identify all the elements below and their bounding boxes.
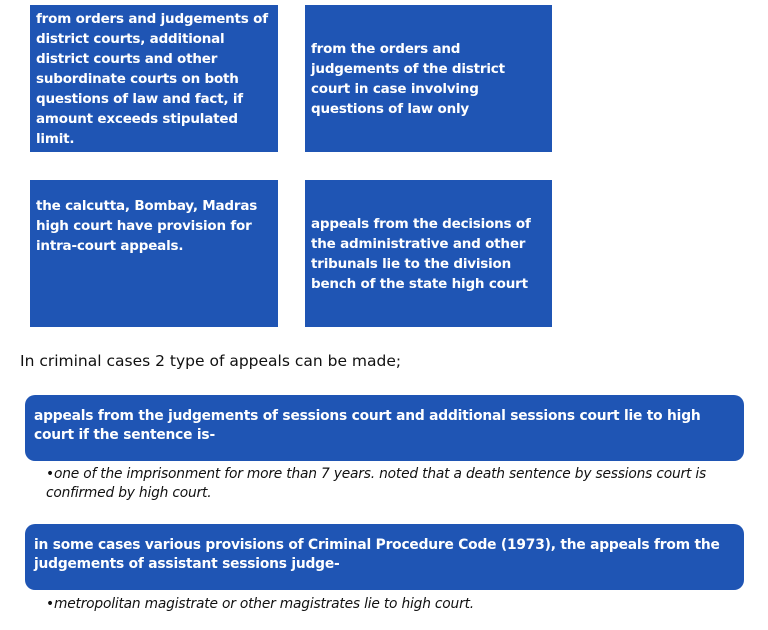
criminal-appeal-bullet-text-2: metropolitan magistrate or other magistrates lie to high court. (53, 596, 474, 612)
civil-appeal-box-2 (305, 5, 552, 152)
civil-appeal-box-1 (30, 5, 278, 152)
criminal-appeal-bullet-1 (46, 465, 726, 503)
civil-appeal-text-4: appeals from the decisions of the administrative and other tribunals lie to the division bench of the state high court (311, 215, 531, 292)
criminal-appeal-bullet-2 (46, 595, 726, 614)
criminal-appeal-bullet-text-1: one of the imprisonment for more than 7 years. noted that a death sentence by sessions court is confirmed by high court. (46, 466, 706, 501)
civil-appeal-box-4 (305, 180, 552, 327)
bullet-icon: • (46, 466, 54, 482)
criminal-appeal-heading-1: appeals from the judgements of sessions court and additional sessions court lie to high court if the sentence is- (25, 395, 744, 461)
criminal-cases-intro: In criminal cases 2 type of appeals can be made; (20, 352, 402, 370)
civil-appeal-box-3 (30, 180, 278, 327)
civil-appeal-text-3: the calcutta, Bombay, Madras high court have provision for intra-court appeals. (36, 198, 258, 254)
bullet-icon: • (46, 596, 54, 612)
civil-appeal-text-1: from orders and judgements of district courts, additional district courts and other subordinate courts on both questions of law and fact, if amount exceeds stipulated limit. (36, 11, 268, 147)
criminal-appeal-heading-2: in some cases various provisions of Criminal Procedure Code (1973), the appeals from the judgements of assistant sessions judge- (25, 524, 744, 590)
civil-appeal-text-2: from the orders and judgements of the district court in case involving questions of law only (311, 40, 505, 117)
